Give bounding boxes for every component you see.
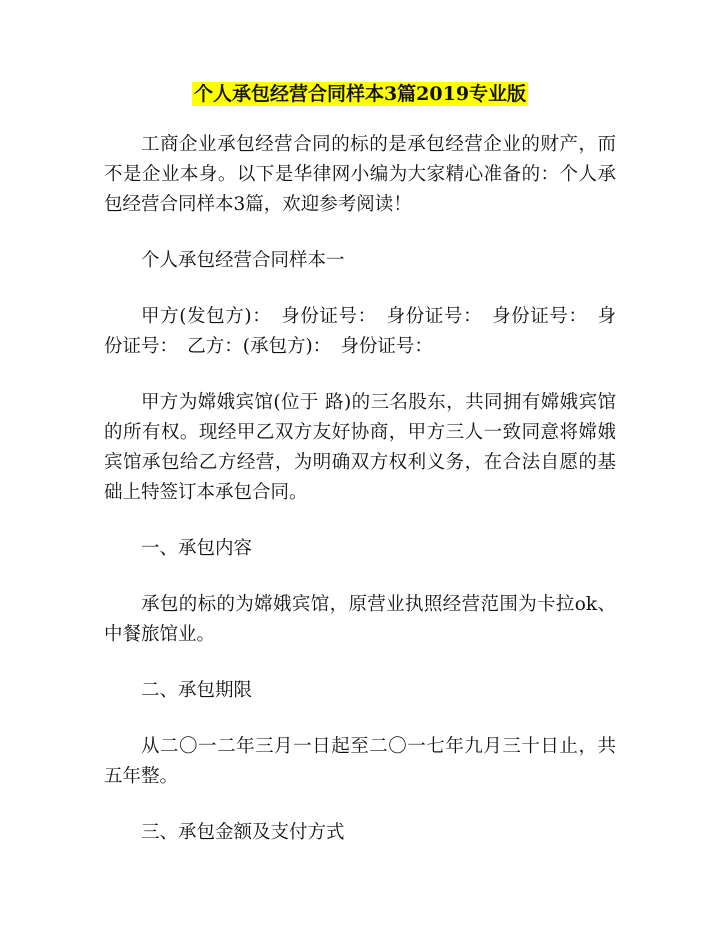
section-heading-contract-content: 一、承包内容 bbox=[141, 538, 253, 559]
contract-term-paragraph: 从二〇一二年三月一日起至二〇一七年九月三十日止，共五年整。 bbox=[104, 736, 616, 787]
section-heading-payment: 三、承包金额及支付方式 bbox=[141, 822, 345, 843]
section-heading-contract-term: 二、承包期限 bbox=[141, 680, 253, 701]
title-wrapper bbox=[104, 82, 616, 106]
parties-paragraph: 甲方(发包方)： 身份证号： 身份证号： 身份证号： 身份证号： 乙方：(承包方)： 身份证号： bbox=[104, 306, 616, 357]
intro-paragraph: 工商企业承包经营合同的标的是承包经营企业的财产，而不是企业本身。以下是华律网小编为大家精心准备的：个人承包经营合同样本3篇，欢迎参考阅读！ bbox=[104, 134, 616, 215]
background-paragraph: 甲方为嫦娥宾馆(位于 路)的三名股东，共同拥有嫦娥宾馆的所有权。现经甲乙双方友好协商，甲方三人一致同意将嫦娥宾馆承包给乙方经营，为明确双方权利义务，在合法自愿的基础上特签订本承包合同。 bbox=[104, 392, 616, 503]
contract-content-paragraph: 承包的标的为嫦娥宾馆，原营业执照经营范围为卡拉ok、中餐旅馆业。 bbox=[104, 594, 616, 645]
section-heading-sample-one: 个人承包经营合同样本一 bbox=[141, 250, 345, 271]
document-title: 个人承包经营合同样本3篇2019专业版 bbox=[193, 83, 527, 105]
